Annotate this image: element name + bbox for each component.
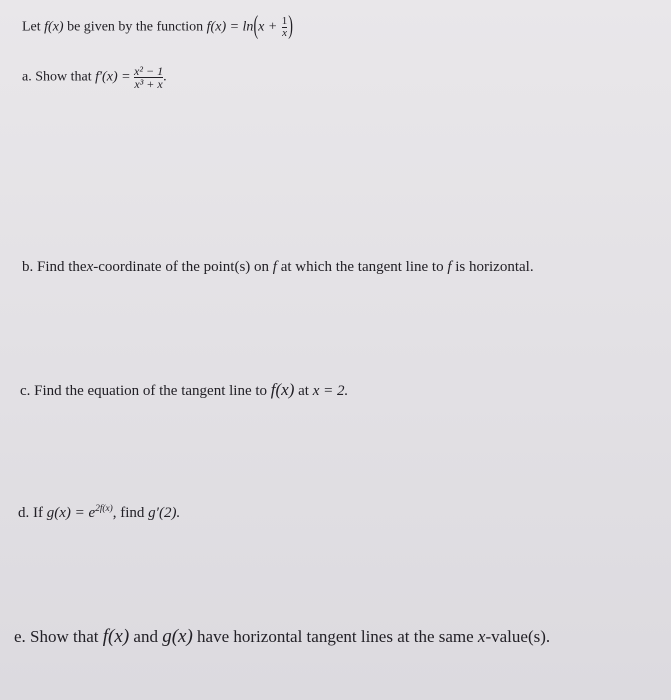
part-e-label: e. Show that bbox=[14, 627, 99, 646]
left-paren: ( bbox=[253, 12, 259, 42]
part-a-lhs: f′(x) = bbox=[95, 69, 131, 85]
intro-fraction bbox=[282, 16, 288, 39]
part-d-exp: 2f(x) bbox=[95, 504, 113, 514]
part-d-gp: g′(2). bbox=[148, 505, 181, 521]
part-d-label: d. If bbox=[18, 505, 43, 521]
part-a-end: . bbox=[163, 69, 167, 85]
part-e-and: and bbox=[133, 627, 158, 646]
part-e-fx: f(x) bbox=[102, 626, 130, 647]
intro-x-plus: x + bbox=[258, 19, 278, 35]
part-d-find: , find bbox=[112, 505, 145, 521]
part-a-label: a. Show that bbox=[22, 69, 92, 85]
intro-frac-num: 1 bbox=[281, 15, 288, 27]
part-c-eq: x = 2. bbox=[312, 383, 349, 399]
part-e bbox=[14, 627, 550, 646]
part-b-rest2: at which the tangent line to bbox=[280, 259, 444, 275]
part-a-fraction bbox=[134, 65, 163, 90]
part-a bbox=[22, 65, 167, 90]
part-c bbox=[20, 381, 348, 399]
intro-mid: be given by the function bbox=[67, 19, 204, 35]
intro-lhs: f(x) = ln bbox=[206, 19, 254, 35]
part-b-fvar2: f bbox=[447, 259, 452, 275]
intro-prefix: Let bbox=[22, 19, 41, 35]
part-b-rest3: is horizontal. bbox=[455, 259, 534, 275]
part-c-label: c. Find the equation of the tangent line to bbox=[20, 383, 268, 399]
part-d-gx: g(x) = e bbox=[46, 505, 96, 521]
part-c-at: at bbox=[298, 383, 309, 399]
part-e-rest1: have horizontal tangent lines at the same bbox=[197, 627, 474, 646]
part-c-fx: f(x) bbox=[270, 380, 295, 399]
intro-line bbox=[22, 12, 293, 42]
part-e-rest2: -value(s). bbox=[485, 627, 551, 646]
part-d bbox=[18, 506, 180, 521]
part-b-rest1: -coordinate of the point(s) on bbox=[93, 259, 270, 275]
part-e-gx: g(x) bbox=[162, 626, 193, 647]
part-b-label: b. Find the bbox=[22, 259, 87, 275]
part-b-fvar: f bbox=[272, 259, 277, 275]
intro-frac-den: x bbox=[282, 27, 287, 39]
right-paren: ) bbox=[288, 12, 293, 42]
part-e-xvar: x bbox=[477, 627, 486, 646]
part-a-den: x³ + x bbox=[134, 77, 163, 91]
part-a-num: x² − 1 bbox=[134, 64, 164, 78]
intro-fx: f(x) bbox=[44, 19, 64, 35]
part-b bbox=[22, 260, 534, 275]
part-b-xvar: x bbox=[86, 259, 94, 275]
